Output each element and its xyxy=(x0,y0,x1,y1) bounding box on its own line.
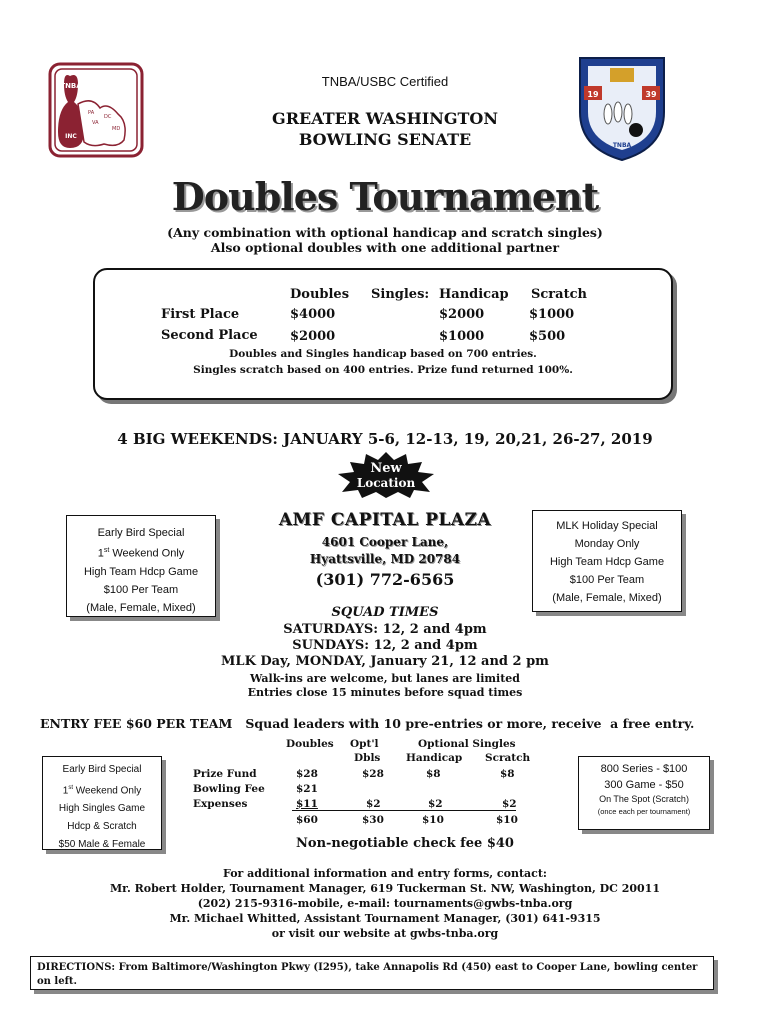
weekend-sup: st xyxy=(103,547,110,554)
badge-new: New xyxy=(370,461,402,476)
fee-row-scratch: $8 xyxy=(500,768,515,780)
fee-row-doubles: $28 xyxy=(296,768,318,780)
early-bird-singles-box xyxy=(42,756,162,850)
page-title: Doubles Tournament xyxy=(171,174,599,219)
prize-row-doubles: $2000 xyxy=(290,329,336,344)
early-bird-singles-game: High Singles Game xyxy=(58,803,146,815)
venue-phone: (301) 772-6565 xyxy=(315,570,455,589)
weekends-banner: 4 BIG WEEKENDS: JANUARY 5-6, 12-13, 19, 20,21, 26-27, 2019 xyxy=(117,430,653,448)
check-fee: Non-negotiable check fee $40 xyxy=(296,836,514,851)
early-bird-singles-type: Hdcp & Scratch xyxy=(67,821,137,833)
org-name-line2: BOWLING SENATE xyxy=(298,130,472,149)
mlk-prize: $100 Per Team xyxy=(569,574,645,586)
early-bird-eligibility: (Male, Female, Mixed) xyxy=(86,601,196,614)
venue-address-line2: Hyattsville, MD 20784 xyxy=(309,552,461,566)
early-bird-singles-title: Early Bird Special xyxy=(62,764,142,775)
weekend-num: 1 xyxy=(62,785,69,797)
seal-year-left: 19 xyxy=(587,90,599,99)
fee-total-dbls: $30 xyxy=(362,814,384,826)
fee-col-scratch: Scratch xyxy=(485,752,531,764)
directions-box: DIRECTIONS: From Baltimore/Washington Pkwy (I295), take Annapolis Rd (450) east to Cooper Lane, bowling center on left. xyxy=(30,956,714,990)
subtitle-line2: Also optional doubles with one additional partner xyxy=(210,240,560,255)
fee-row-handicap: $8 xyxy=(426,768,441,780)
squad-saturdays: SATURDAYS: 12, 2 and 4pm xyxy=(283,622,487,637)
early-bird-team-box xyxy=(66,515,216,617)
fee-row-dbls: $2 xyxy=(366,798,381,810)
logo-inc: INC xyxy=(65,133,77,140)
seal-eagle-icon xyxy=(610,68,634,82)
fee-row-doubles: $21 xyxy=(296,783,318,795)
squad-times-title: SQUAD TIMES xyxy=(331,605,439,620)
mlk-title: MLK Holiday Special xyxy=(556,520,658,532)
fee-row-scratch: $2 xyxy=(502,798,517,810)
weekend-num: 1 xyxy=(97,547,104,560)
venue-address-line1: 4601 Cooper Lane, xyxy=(321,535,449,549)
weekend-rest: Weekend Only xyxy=(109,547,185,560)
contact-intro: For additional information and entry forms, contact: xyxy=(223,867,547,880)
fee-row-doubles: $11 xyxy=(296,798,318,810)
prize-box xyxy=(93,268,673,400)
prize-col-doubles: Doubles xyxy=(290,287,350,302)
weekend-rest: Weekend Only xyxy=(73,785,142,797)
bowling-ball-icon xyxy=(629,123,643,137)
seal-bottom-text: TNBA xyxy=(612,142,632,149)
fee-total-scratch: $10 xyxy=(496,814,518,826)
early-bird-prize: $100 Per Team xyxy=(103,583,179,596)
early-bird-weekend xyxy=(67,542,215,563)
fee-total-rule xyxy=(292,810,516,811)
contact-manager: Mr. Robert Holder, Tournament Manager, 619 Tuckerman St. NW, Washington, DC 20011 xyxy=(109,882,660,895)
prize-col-singles: Singles: xyxy=(371,287,430,302)
bowling-pins-icon xyxy=(604,102,632,124)
once-per-tournament: (once each per tournament) xyxy=(597,807,691,816)
tnba-logo xyxy=(48,62,144,158)
org-name xyxy=(215,108,555,150)
mlk-eligibility: (Male, Female, Mixed) xyxy=(552,592,662,604)
prize-col-handicap: Handicap xyxy=(439,287,509,302)
fee-col-optl: Opt'l xyxy=(350,738,379,750)
prize-row-scratch: $1000 xyxy=(529,307,575,322)
walkins-note: Walk-ins are welcome, but lanes are limited xyxy=(250,672,520,685)
new-location-badge xyxy=(336,452,436,498)
fee-row-label: Bowling Fee xyxy=(193,783,265,795)
prize-note-handicap: Doubles and Singles handicap based on 700 entries. xyxy=(229,348,537,360)
game-award: 300 Game - $50 xyxy=(604,779,684,791)
prize-row-handicap: $1000 xyxy=(439,329,485,344)
series-award-box xyxy=(578,756,710,830)
weekend-sup: st xyxy=(68,785,74,791)
logo-state-pa: PA xyxy=(88,110,95,116)
logo-letter-t: TNBA xyxy=(60,82,82,90)
fee-total-handicap: $10 xyxy=(422,814,444,826)
venue-name: AMF CAPITAL PLAZA xyxy=(278,510,492,530)
fee-row-label: Prize Fund xyxy=(193,768,257,780)
fee-total-doubles: $60 xyxy=(296,814,318,826)
early-bird-title: Early Bird Special xyxy=(97,527,185,539)
fee-row-dbls: $28 xyxy=(362,768,384,780)
prize-row-handicap: $2000 xyxy=(439,307,485,322)
logo-state-dc: DC xyxy=(104,114,112,120)
prize-row-label: First Place xyxy=(161,307,240,322)
contact-assistant: Mr. Michael Whitted, Assistant Tournament Manager, (301) 641-9315 xyxy=(169,912,601,925)
certified-text: TNBA/USBC Certified xyxy=(321,74,449,89)
fee-col-optional-singles: Optional Singles xyxy=(418,738,516,750)
fee-col-handicap: Handicap xyxy=(406,752,463,764)
squad-mlk-day: MLK Day, MONDAY, January 21, 12 and 2 pm xyxy=(221,654,549,669)
early-bird-singles-prize: $50 Male & Female xyxy=(58,839,146,851)
fee-row-handicap: $2 xyxy=(428,798,443,810)
contact-phone-email: (202) 215-9316-mobile, e-mail: tournaments@gwbs-tnba.org xyxy=(197,897,573,910)
seal-year-right: 39 xyxy=(645,90,657,99)
mlk-game: High Team Hdcp Game xyxy=(549,556,665,568)
fee-col-doubles: Doubles xyxy=(286,738,334,750)
org-name-line1: GREATER WASHINGTON xyxy=(272,109,498,128)
prize-row-doubles: $4000 xyxy=(290,307,336,322)
series-award: 800 Series - $100 xyxy=(600,763,688,775)
subtitle-line1: (Any combination with optional handicap and scratch singles) xyxy=(167,225,603,240)
logo-state-va: VA xyxy=(92,120,99,126)
mlk-special-box xyxy=(532,510,682,612)
squad-sundays: SUNDAYS: 12, 2 and 4pm xyxy=(292,638,478,653)
badge-location: Location xyxy=(356,476,416,490)
subtitle xyxy=(90,225,680,255)
fee-col-dbls: Dbls xyxy=(354,752,381,764)
mlk-day: Monday Only xyxy=(574,538,640,550)
prize-row-scratch: $500 xyxy=(529,329,566,344)
early-bird-singles-weekend xyxy=(43,779,161,800)
early-bird-game: High Team Hdcp Game xyxy=(83,565,199,578)
prize-row-label: Second Place xyxy=(161,328,258,343)
prize-col-scratch: Scratch xyxy=(531,287,587,302)
entry-fee: ENTRY FEE $60 PER TEAM Squad leaders with 10 pre-entries or more, receive a free entry. xyxy=(40,716,695,731)
on-the-spot: On The Spot (Scratch) xyxy=(599,794,689,804)
logo-state-md: MD xyxy=(112,126,121,132)
entries-close-note: Entries close 15 minutes before squad times xyxy=(247,686,523,699)
fee-row-label: Expenses xyxy=(193,798,248,810)
contact-website: or visit our website at gwbs-tnba.org xyxy=(271,927,499,940)
contact-info xyxy=(40,866,730,941)
prize-note-scratch: Singles scratch based on 400 entries. Prize fund returned 100%. xyxy=(193,364,573,376)
national-bowling-seal xyxy=(574,52,670,164)
